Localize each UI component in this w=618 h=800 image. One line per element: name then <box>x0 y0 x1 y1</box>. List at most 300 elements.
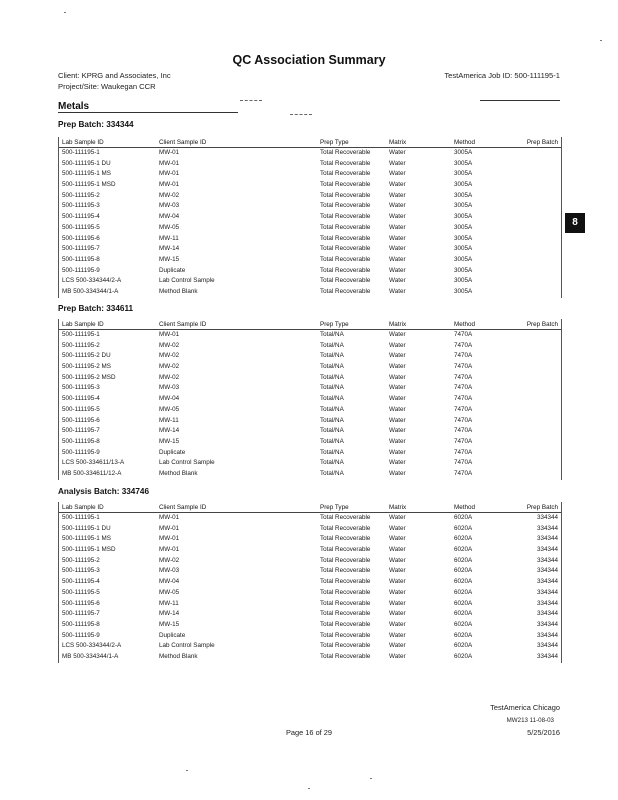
table-cell: Total Recoverable <box>320 191 371 199</box>
table-cell: Total/NA <box>320 416 344 424</box>
table-border <box>58 319 59 480</box>
table-cell: MW-11 <box>159 416 179 424</box>
table-cell: 6020A <box>454 535 473 543</box>
table-cell: 500-111195-1 <box>62 514 100 521</box>
table-row <box>58 513 562 524</box>
table-cell: 500-111195-3 <box>62 567 100 575</box>
table-row <box>58 148 562 159</box>
table-border <box>561 502 562 663</box>
column-header: Method <box>454 321 476 328</box>
table-cell: Total Recoverable <box>320 578 371 586</box>
table-cell: 7470A <box>454 469 473 477</box>
table-cell: 3005A <box>454 213 473 221</box>
table-cell: 3005A <box>454 287 473 295</box>
table-cell: Total Recoverable <box>320 159 371 167</box>
table-cell: 500-111195-2 <box>62 191 100 199</box>
table-cell: 334344 <box>536 652 558 660</box>
table-cell: 7470A <box>454 395 473 403</box>
batch-label: Analysis Batch: 334746 <box>58 487 150 496</box>
table-cell: 3005A <box>454 255 473 263</box>
table-cell: 334344 <box>536 642 558 650</box>
table-cell: Total Recoverable <box>320 245 371 253</box>
table-row <box>58 383 562 394</box>
section-rule-dash <box>240 100 262 101</box>
table-cell: 500-111195-7 <box>62 610 100 618</box>
table-cell: Total Recoverable <box>320 181 371 189</box>
table-cell: Water <box>389 202 406 210</box>
table-cell: 500-111195-1 MS <box>62 535 112 543</box>
table-cell: 334344 <box>536 514 558 521</box>
table-cell: 6020A <box>454 652 473 660</box>
table-cell: Total/NA <box>320 448 344 456</box>
table-row <box>58 577 562 588</box>
table-row <box>58 212 562 223</box>
table-cell: MW-05 <box>159 405 180 413</box>
table-row <box>58 159 562 170</box>
project-site: Project/Site: Waukegan CCR <box>58 82 156 91</box>
table-cell: MW-02 <box>159 191 180 199</box>
table-cell: 6020A <box>454 599 473 607</box>
table-cell: MW-02 <box>159 363 180 371</box>
table-cell: MW-02 <box>159 352 180 360</box>
table-cell: 7470A <box>454 405 473 413</box>
table-cell: MW-01 <box>159 514 180 521</box>
table-cell: 334344 <box>536 631 558 639</box>
table-cell: 500-111195-4 <box>62 578 100 586</box>
table-cell: 500-111195-9 <box>62 448 100 456</box>
table-cell: 6020A <box>454 620 473 628</box>
batch-label: Prep Batch: 334344 <box>58 120 134 129</box>
column-header: Prep Type <box>320 139 349 146</box>
table-row <box>58 426 562 437</box>
table-cell: Water <box>389 642 406 650</box>
table-cell: Lab Control Sample <box>159 642 215 650</box>
table-cell: MW-15 <box>159 255 180 263</box>
table-cell: 500-111195-1 MS <box>62 170 112 178</box>
client-name: Client: KPRG and Associates, Inc <box>58 71 171 80</box>
table-row <box>58 652 562 663</box>
table-cell: Water <box>389 556 406 564</box>
table-cell: Method Blank <box>159 287 198 295</box>
column-header: Prep Batch <box>526 139 558 146</box>
table-row <box>58 244 562 255</box>
table-cell: MW-15 <box>159 437 180 445</box>
table-cell: 500-111195-1 MSD <box>62 546 116 554</box>
column-header: Matrix <box>389 139 407 146</box>
table-cell: Total Recoverable <box>320 588 371 596</box>
column-header: Method <box>454 504 476 511</box>
table-header <box>58 502 562 513</box>
table-row <box>58 362 562 373</box>
table-cell: 500-111195-7 <box>62 427 100 435</box>
table-cell: Total/NA <box>320 405 344 413</box>
table-cell: 334344 <box>536 588 558 596</box>
table-cell: 500-111195-1 DU <box>62 524 111 532</box>
table-cell: 500-111195-8 <box>62 620 100 628</box>
table-cell: MW-14 <box>159 610 180 618</box>
table-cell: LCS 500-334344/2-A <box>62 642 122 650</box>
table-cell: Total Recoverable <box>320 546 371 554</box>
table-row <box>58 351 562 362</box>
table-cell: Total Recoverable <box>320 213 371 221</box>
table-border <box>561 319 562 480</box>
table-cell: 6020A <box>454 578 473 586</box>
table-cell: Water <box>389 546 406 554</box>
table-cell: Water <box>389 266 406 274</box>
column-header: Prep Batch <box>526 504 558 511</box>
table-cell: 3005A <box>454 277 473 285</box>
table-cell: MW-11 <box>159 234 179 242</box>
table-cell: Total Recoverable <box>320 202 371 210</box>
table-cell: LCS 500-334344/2-A <box>62 277 122 285</box>
table-cell: Method Blank <box>159 652 198 660</box>
table-border <box>561 137 562 298</box>
table-cell: Water <box>389 234 406 242</box>
page-number: Page 16 of 29 <box>285 728 333 737</box>
batch-table <box>58 137 562 298</box>
table-cell: Total/NA <box>320 459 344 467</box>
table-cell: Total Recoverable <box>320 620 371 628</box>
table-cell: 7470A <box>454 363 473 371</box>
table-cell: 3005A <box>454 191 473 199</box>
table-cell: 7470A <box>454 459 473 467</box>
table-cell: Water <box>389 631 406 639</box>
table-cell: Total/NA <box>320 469 344 477</box>
table-cell: MB 500-334344/1-A <box>62 287 119 295</box>
table-cell: MW-01 <box>159 170 180 178</box>
table-cell: Water <box>389 277 406 285</box>
table-row <box>58 566 562 577</box>
table-row <box>58 458 562 469</box>
table-cell: Lab Control Sample <box>159 459 215 467</box>
table-cell: Water <box>389 620 406 628</box>
table-cell: MB 500-334611/12-A <box>62 469 122 477</box>
table-cell: MW-02 <box>159 373 180 381</box>
table-cell: MW-01 <box>159 159 180 167</box>
table-row <box>58 191 562 202</box>
table-cell: Total Recoverable <box>320 149 371 156</box>
table-cell: Total Recoverable <box>320 170 371 178</box>
table-cell: Water <box>389 610 406 618</box>
table-cell: Water <box>389 223 406 231</box>
table-cell: Water <box>389 437 406 445</box>
table-cell: 334344 <box>536 556 558 564</box>
table-cell: 7470A <box>454 448 473 456</box>
table-cell: Water <box>389 405 406 413</box>
table-cell: MW-04 <box>159 395 180 403</box>
table-cell: Total Recoverable <box>320 223 371 231</box>
table-row <box>58 469 562 480</box>
column-header: Client Sample ID <box>159 139 207 146</box>
table-row <box>58 524 562 535</box>
column-header: Method <box>454 139 476 146</box>
table-cell: 6020A <box>454 556 473 564</box>
column-header: Lab Sample ID <box>62 139 104 146</box>
table-row <box>58 588 562 599</box>
table-cell: MW-01 <box>159 331 180 338</box>
column-header: Prep Batch <box>526 321 558 328</box>
table-cell: Duplicate <box>159 448 186 456</box>
table-header <box>58 319 562 330</box>
scan-speck <box>64 12 66 13</box>
table-cell: Water <box>389 373 406 381</box>
job-id: TestAmerica Job ID: 500-111195-1 <box>444 71 560 80</box>
section-tab: 8 <box>565 213 585 233</box>
table-cell: 334344 <box>536 546 558 554</box>
table-row <box>58 556 562 567</box>
table-cell: MW-04 <box>159 213 180 221</box>
table-cell: Total/NA <box>320 384 344 392</box>
table-cell: 334344 <box>536 567 558 575</box>
table-cell: Water <box>389 341 406 349</box>
table-cell: MW-01 <box>159 535 180 543</box>
table-cell: 500-111195-5 <box>62 405 100 413</box>
table-cell: Water <box>389 395 406 403</box>
batch-table <box>58 319 562 480</box>
column-header: Matrix <box>389 504 407 511</box>
table-row <box>58 641 562 652</box>
column-header: Matrix <box>389 321 407 328</box>
table-cell: 500-111195-2 <box>62 556 100 564</box>
table-row <box>58 599 562 610</box>
column-header: Lab Sample ID <box>62 321 104 328</box>
table-cell: Duplicate <box>159 266 186 274</box>
table-cell: Total/NA <box>320 395 344 403</box>
table-cell: 500-111195-6 <box>62 416 100 424</box>
table-row <box>58 201 562 212</box>
table-row <box>58 255 562 266</box>
table-cell: 6020A <box>454 524 473 532</box>
table-cell: MW-02 <box>159 556 180 564</box>
column-header: Prep Type <box>320 321 349 328</box>
footer-company: TestAmerica Chicago <box>490 703 560 712</box>
scan-speck <box>186 770 188 771</box>
table-row <box>58 394 562 405</box>
table-cell: MW-11 <box>159 599 179 607</box>
table-cell: 500-111195-1 <box>62 149 100 156</box>
table-row <box>58 276 562 287</box>
table-cell: 500-111195-7 <box>62 245 100 253</box>
table-cell: Water <box>389 567 406 575</box>
table-cell: Total Recoverable <box>320 266 371 274</box>
table-cell: Total/NA <box>320 331 344 338</box>
table-cell: Water <box>389 384 406 392</box>
table-border <box>58 137 59 298</box>
table-cell: 7470A <box>454 384 473 392</box>
table-cell: 500-111195-8 <box>62 437 100 445</box>
table-cell: 500-111195-9 <box>62 631 100 639</box>
table-cell: 7470A <box>454 373 473 381</box>
table-border <box>58 502 59 663</box>
table-cell: Method Blank <box>159 469 198 477</box>
table-cell: Water <box>389 287 406 295</box>
table-cell: 6020A <box>454 642 473 650</box>
table-cell: 500-111195-1 MSD <box>62 181 116 189</box>
table-cell: Water <box>389 170 406 178</box>
table-cell: Total Recoverable <box>320 535 371 543</box>
table-cell: MW-01 <box>159 524 180 532</box>
table-cell: 7470A <box>454 341 473 349</box>
table-cell: 6020A <box>454 567 473 575</box>
table-cell: MW-04 <box>159 578 180 586</box>
table-cell: Water <box>389 245 406 253</box>
table-cell: 500-111195-2 MSD <box>62 373 116 381</box>
table-cell: 500-111195-6 <box>62 234 100 242</box>
table-cell: 3005A <box>454 245 473 253</box>
scan-speck <box>370 778 372 779</box>
table-cell: 500-111195-2 DU <box>62 352 111 360</box>
table-cell: Water <box>389 524 406 532</box>
table-cell: MW-14 <box>159 245 180 253</box>
table-cell: Total Recoverable <box>320 556 371 564</box>
table-row <box>58 287 562 298</box>
table-cell: MW-03 <box>159 567 180 575</box>
table-cell: Total Recoverable <box>320 610 371 618</box>
section-rule <box>480 100 560 101</box>
table-cell: 334344 <box>536 599 558 607</box>
table-cell: 500-111195-9 <box>62 266 100 274</box>
table-cell: Total Recoverable <box>320 255 371 263</box>
section-rule <box>58 112 238 113</box>
table-cell: 6020A <box>454 610 473 618</box>
table-cell: Total/NA <box>320 427 344 435</box>
table-cell: 7470A <box>454 352 473 360</box>
table-cell: Water <box>389 427 406 435</box>
table-cell: 334344 <box>536 610 558 618</box>
table-cell: MW-03 <box>159 384 180 392</box>
table-cell: 500-111195-5 <box>62 588 100 596</box>
table-cell: LCS 500-334611/13-A <box>62 459 125 467</box>
report-title: QC Association Summary <box>232 53 386 67</box>
table-cell: Water <box>389 363 406 371</box>
table-cell: Water <box>389 159 406 167</box>
table-cell: Water <box>389 578 406 586</box>
table-cell: Water <box>389 181 406 189</box>
table-cell: Water <box>389 352 406 360</box>
table-cell: Water <box>389 588 406 596</box>
table-cell: Water <box>389 255 406 263</box>
table-row <box>58 534 562 545</box>
table-cell: 500-111195-4 <box>62 213 100 221</box>
table-row <box>58 609 562 620</box>
table-row <box>58 545 562 556</box>
table-cell: 500-111195-3 <box>62 384 100 392</box>
table-row <box>58 373 562 384</box>
table-cell: Total Recoverable <box>320 277 371 285</box>
table-row <box>58 405 562 416</box>
table-row <box>58 169 562 180</box>
table-cell: MW-03 <box>159 202 180 210</box>
section-rule-dash <box>290 114 312 115</box>
table-row <box>58 416 562 427</box>
table-row <box>58 223 562 234</box>
table-cell: Total/NA <box>320 373 344 381</box>
table-cell: 334344 <box>536 535 558 543</box>
table-cell: 3005A <box>454 170 473 178</box>
table-cell: MW-01 <box>159 181 180 189</box>
table-cell: Total Recoverable <box>320 599 371 607</box>
table-row <box>58 620 562 631</box>
table-cell: Total/NA <box>320 341 344 349</box>
table-cell: 3005A <box>454 202 473 210</box>
table-cell: MW-14 <box>159 427 180 435</box>
table-cell: MW-01 <box>159 149 180 156</box>
table-cell: MW-05 <box>159 588 180 596</box>
table-cell: Water <box>389 191 406 199</box>
table-cell: 500-111195-1 <box>62 331 100 338</box>
table-cell: Lab Control Sample <box>159 277 215 285</box>
table-cell: Total Recoverable <box>320 287 371 295</box>
table-cell: 7470A <box>454 331 473 338</box>
table-cell: Water <box>389 599 406 607</box>
table-row <box>58 631 562 642</box>
table-cell: Total/NA <box>320 363 344 371</box>
table-row <box>58 341 562 352</box>
table-cell: Water <box>389 213 406 221</box>
table-cell: MW-05 <box>159 223 180 231</box>
table-cell: 6020A <box>454 631 473 639</box>
batch-table <box>58 502 562 663</box>
table-cell: 500-111195-6 <box>62 599 100 607</box>
table-cell: 500-111195-2 MS <box>62 363 112 371</box>
table-cell: 3005A <box>454 234 473 242</box>
table-cell: 3005A <box>454 149 473 156</box>
table-cell: Water <box>389 652 406 660</box>
table-cell: Duplicate <box>159 631 186 639</box>
table-cell: Water <box>389 469 406 477</box>
table-cell: Water <box>389 448 406 456</box>
table-row <box>58 330 562 341</box>
table-cell: 6020A <box>454 588 473 596</box>
table-cell: Total Recoverable <box>320 234 371 242</box>
table-row <box>58 180 562 191</box>
table-cell: Water <box>389 149 406 156</box>
table-cell: Total Recoverable <box>320 567 371 575</box>
table-row <box>58 448 562 459</box>
table-cell: 3005A <box>454 223 473 231</box>
table-cell: 500-111195-3 <box>62 202 100 210</box>
table-cell: MW-01 <box>159 546 180 554</box>
table-cell: 500-111195-8 <box>62 255 100 263</box>
scan-speck <box>308 788 310 789</box>
table-cell: Water <box>389 535 406 543</box>
table-row <box>58 234 562 245</box>
table-cell: Total/NA <box>320 437 344 445</box>
table-cell: Water <box>389 459 406 467</box>
table-cell: MW-02 <box>159 341 180 349</box>
column-header: Client Sample ID <box>159 504 207 511</box>
table-cell: Water <box>389 331 406 338</box>
table-cell: 7470A <box>454 437 473 445</box>
batch-label: Prep Batch: 334611 <box>58 304 134 313</box>
table-cell: Water <box>389 514 406 521</box>
section-title: Metals <box>58 101 90 112</box>
column-header: Lab Sample ID <box>62 504 104 511</box>
table-cell: 3005A <box>454 266 473 274</box>
table-cell: Total Recoverable <box>320 514 371 521</box>
table-cell: 334344 <box>536 524 558 532</box>
table-cell: 500-111195-4 <box>62 395 100 403</box>
table-row <box>58 437 562 448</box>
table-cell: Total/NA <box>320 352 344 360</box>
table-cell: 334344 <box>536 578 558 586</box>
table-cell: Total Recoverable <box>320 642 371 650</box>
table-cell: Water <box>389 416 406 424</box>
table-cell: 500-111195-5 <box>62 223 100 231</box>
table-cell: 7470A <box>454 416 473 424</box>
table-cell: 500-111195-1 DU <box>62 159 111 167</box>
table-cell: 500-111195-2 <box>62 341 100 349</box>
